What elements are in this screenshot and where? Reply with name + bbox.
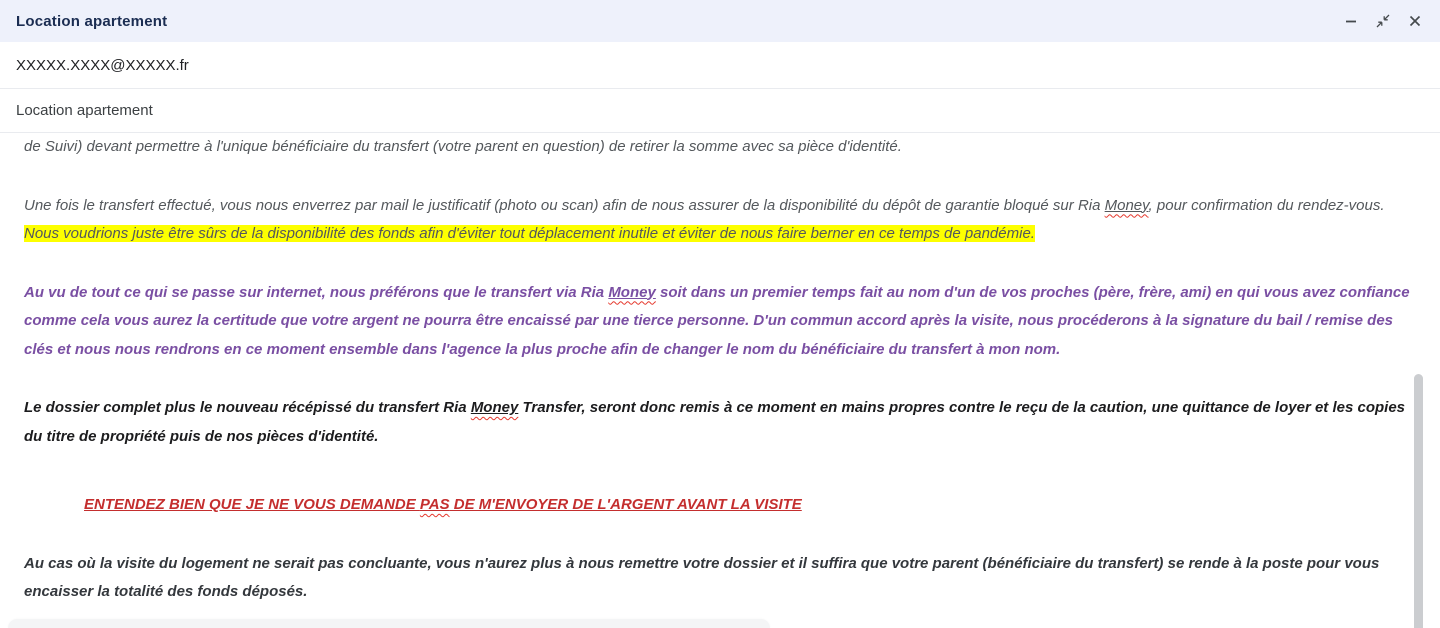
paragraph: de Suivi) devant permettre à l'unique bénéficiaire du transfert (votre parent en question) de retirer la somme avec sa pièce d'identité.	[24, 138, 902, 155]
formatting-toolbar[interactable]	[8, 619, 770, 628]
compose-window-title: Location apartement	[16, 12, 168, 30]
paragraph: Au vu de tout ce qui se passe sur internet, nous préférons que le transfert via Ria Money soit dans un premier temps fait au nom d'un de vos proches (père, frère, ami) en qui vous avez confiance comme cela vous aurez la certitude que votre argent ne pourra être encaissé par une tierce personne. D'un commun accord après la visite, nous procéderons à la signature du bail / remise des clés et nous nous rendrons en ce moment ensemble dans l'agence la plus proche afin de changer le nom du bénéficiaire du transfert à mon nom.	[24, 283, 1410, 358]
email-body[interactable]	[0, 133, 1440, 607]
recipient-value: XXXXX.XXXX@XXXXX.fr	[16, 56, 189, 74]
subject-value: Location apartement	[16, 102, 153, 119]
close-icon[interactable]	[1406, 12, 1424, 30]
subject-field[interactable]	[0, 89, 1440, 133]
minimize-icon[interactable]	[1342, 12, 1360, 30]
email-body-content	[24, 133, 1410, 607]
compose-window-header	[0, 0, 1440, 42]
exit-fullscreen-icon[interactable]	[1374, 12, 1392, 30]
recipient-field[interactable]	[0, 42, 1440, 89]
window-controls	[1342, 12, 1424, 30]
paragraph: Au cas où la visite du logement ne serait pas concluante, vous n'aurez plus à nous remettre votre dossier et il suffira que votre parent (bénéficiaire du transfert) se rende à la poste pour vous encaisser la totalité des fonds déposés.	[24, 554, 1380, 600]
scrollbar-thumb[interactable]	[1414, 374, 1423, 628]
paragraph: Le dossier complet plus le nouveau récépissé du transfert Ria Money Transfer, seront donc remis à ce moment en mains propres contre le reçu de la caution, une quittance de loyer et les copies du titre de propriété puis de nos pièces d'identité.	[24, 399, 1405, 445]
paragraph: ENTENDEZ BIEN QUE JE NE VOUS DEMANDE PAS DE M'ENVOYER DE L'ARGENT AVANT LA VISITE	[84, 496, 802, 513]
paragraph: Une fois le transfert effectué, vous nous enverrez par mail le justificatif (photo ou scan) afin de nous assurer de la disponibilité du dépôt de garantie bloqué sur Ria Money, pour confirmation du rendez-vous. Nous voudrions juste être sûrs de la disponibilité des fonds afin d'éviter tout déplacement inutile et éviter de nous faire berner en ce temps de pandémie.	[24, 196, 1385, 242]
